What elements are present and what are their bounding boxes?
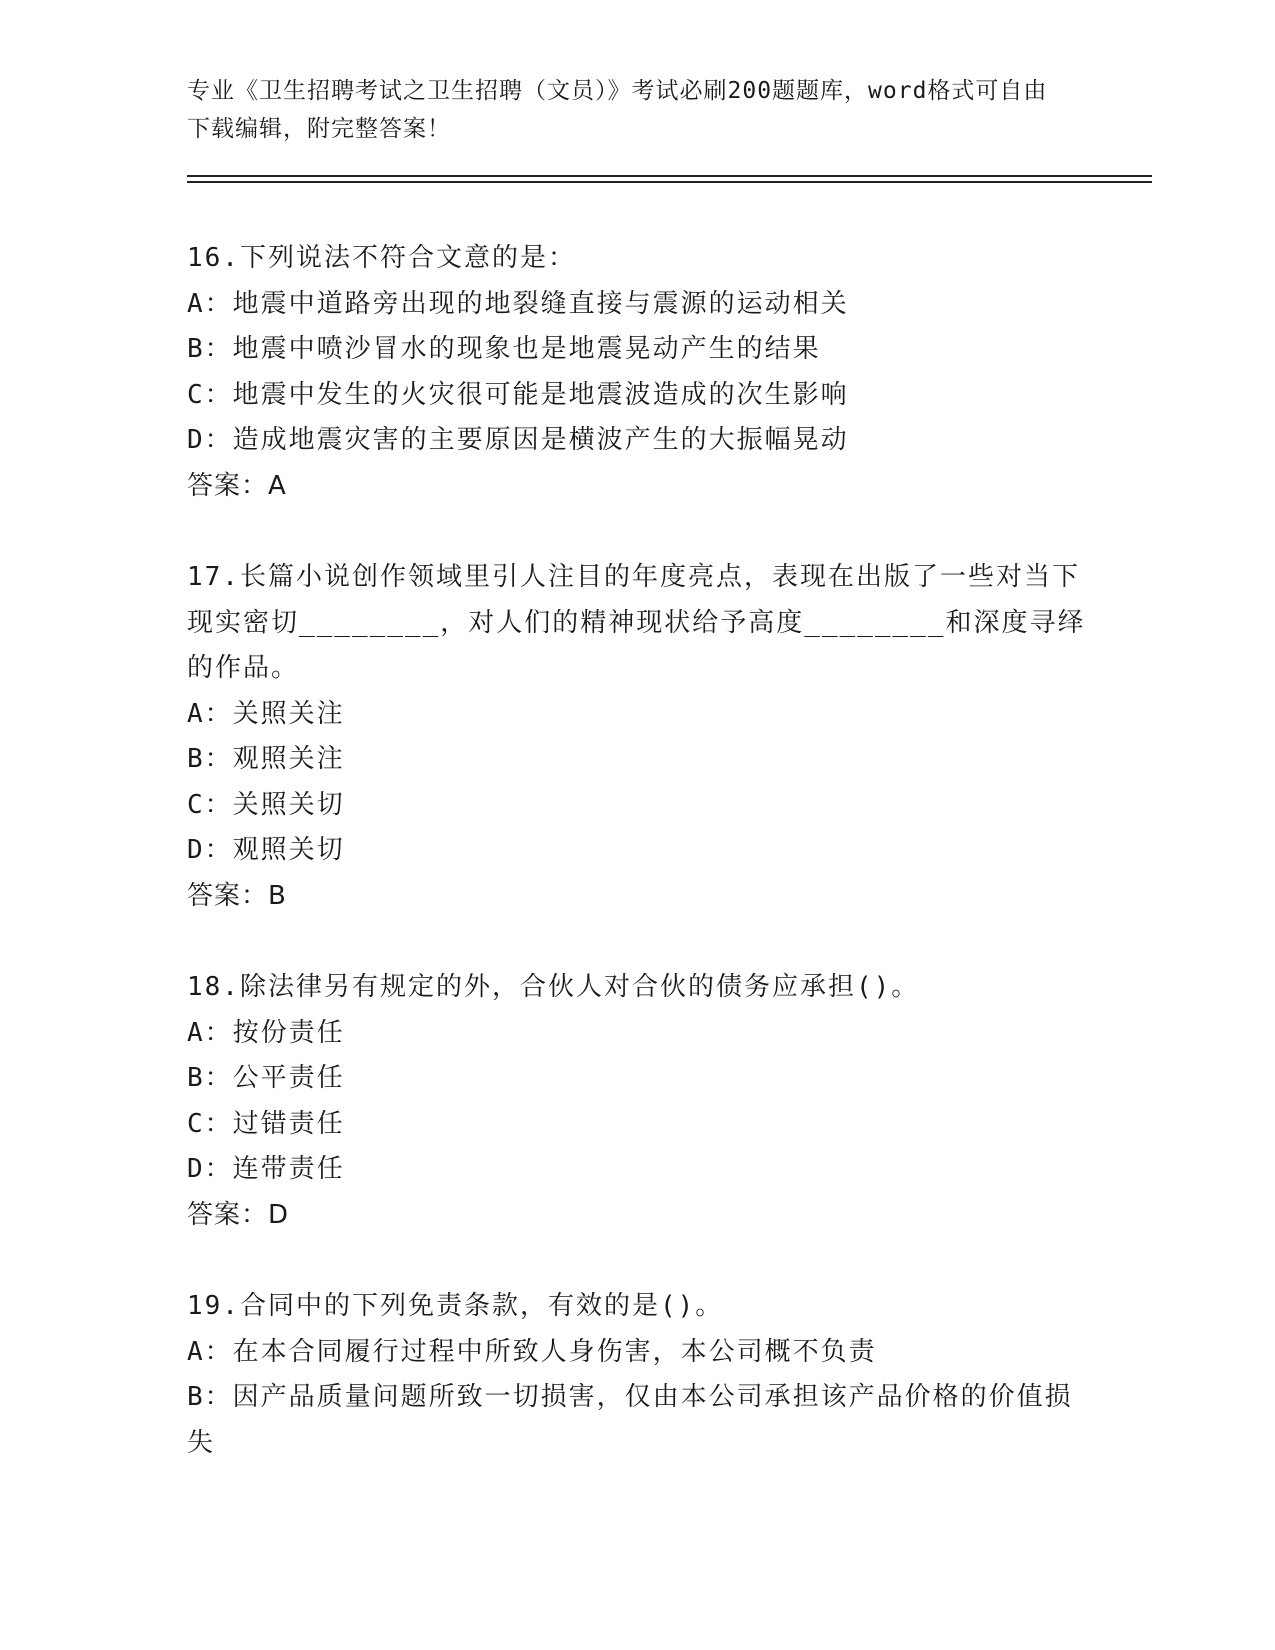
question-stem: 17.长篇小说创作领域里引人注目的年度亮点，表现在出版了一些对当下现实密切________，对人们的精神现状给予高度________和深度寻绎的作品。 [187,562,1086,683]
question-19 [187,1284,1087,1466]
question-stem: 18.除法律另有规定的外，合伙人对合伙的债务应承担()。 [187,972,920,1002]
question-stem: 19.合同中的下列免责条款，有效的是()。 [187,1291,724,1321]
option-d: D：观照关切 [187,835,345,865]
option-b: B：地震中喷沙冒水的现象也是地震晃动产生的结果 [187,334,821,364]
option-a: A：按份责任 [187,1017,345,1048]
answer: 答案：B [187,880,287,911]
question-stem: 16.下列说法不符合文意的是： [187,243,576,273]
header-divider-top [187,175,1152,177]
option-c: C：关照关切 [187,789,345,820]
document-header [187,72,1067,148]
option-c: C：地震中发生的火灾很可能是地震波造成的次生影响 [187,379,849,410]
answer: 答案：D [187,1199,290,1230]
option-a: A：在本合同履行过程中所致人身伤害，本公司概不负责 [187,1336,877,1367]
option-d: D：连带责任 [187,1154,345,1184]
question-16 [187,236,1087,509]
header-divider-bottom [187,181,1152,183]
question-list [187,236,1087,1512]
option-a: A：关照关注 [187,698,345,729]
question-17 [187,555,1087,919]
answer: 答案：A [187,470,287,501]
option-c: C：过错责任 [187,1108,345,1139]
option-a: A：地震中道路旁出现的地裂缝直接与震源的运动相关 [187,288,849,319]
option-b: B：公平责任 [187,1063,345,1093]
option-b: B：因产品质量问题所致一切损害，仅由本公司承担该产品价格的价值损失 [187,1382,1073,1458]
option-d: D：造成地震灾害的主要原因是横波产生的大振幅晃动 [187,425,849,455]
question-18 [187,965,1087,1238]
option-b: B：观照关注 [187,744,345,774]
header-text: 专业《卫生招聘考试之卫生招聘（文员）》考试必刷200题题库，word格式可自由下载编辑，附完整答案！ [187,78,1048,142]
